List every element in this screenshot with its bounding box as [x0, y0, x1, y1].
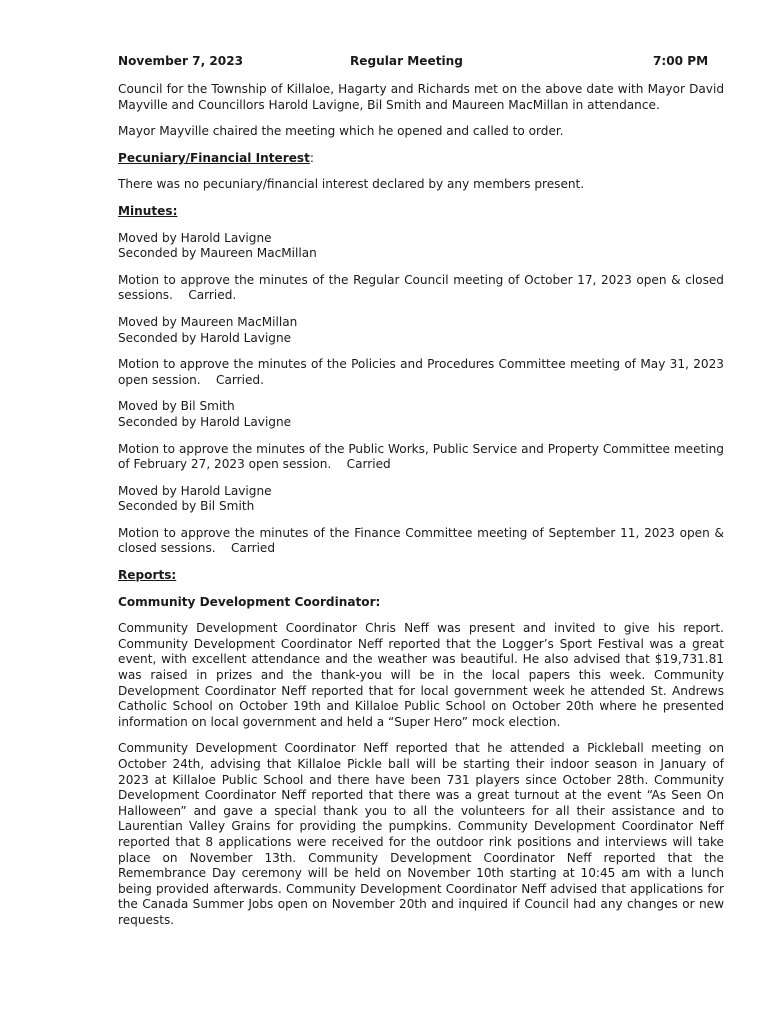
pecuniary-heading: Pecuniary/Financial Interest [118, 150, 310, 165]
seconded-by: Seconded by Harold Lavigne [118, 330, 292, 345]
pecuniary-heading-line [118, 151, 724, 167]
motion-result: Carried. [188, 288, 237, 303]
meeting-title: Regular Meeting [350, 54, 463, 68]
motion-description: Motion to approve the minutes of the Public Works, Public Service and Property Committee meeting of February 27, 2023 open session. [118, 441, 724, 472]
motion-text [118, 357, 724, 388]
motion-result: Carried [230, 541, 276, 556]
meeting-date: November 7, 2023 [118, 54, 244, 68]
motion-result: Carried [346, 457, 391, 472]
motion-description: Motion to approve the minutes of the Policies and Procedures Committee meeting of May 31, 2023 open session. [118, 357, 724, 387]
cdc-heading: Community Development Coordinator: [118, 594, 381, 609]
motion-text [118, 526, 724, 557]
meeting-time: 7:00 PM [653, 54, 709, 68]
chair-paragraph: Mayor Mayville chaired the meeting which he opened and called to order. [118, 124, 564, 139]
pecuniary-colon: : [309, 150, 314, 165]
minutes-page [118, 54, 724, 940]
moved-by: Moved by Bil Smith [118, 399, 235, 414]
motion-movers [118, 399, 724, 430]
seconded-by: Seconded by Maureen MacMillan [118, 246, 317, 261]
pecuniary-text: There was no pecuniary/financial interest declared by any members present. [118, 177, 585, 192]
cdc-report-paragraph: Community Development Coordinator Chris Neff was present and invited to give his report. Community Development Coordinator Neff reported that the Logger’s Sport Festival was a great event, with excellent attendance and the weather was beautiful. He also advised that $19,731.81 was raised in prizes and the thank-you will be in the local papers this week. Community Development Coordinator Neff reported that for local government week he attended St. Andrews Catholic School on October 19th and Killaloe Public School on October 20th where he presented information on local government and held a “Super Hero” mock election. [118, 621, 724, 729]
motion-result: Carried. [216, 372, 264, 387]
motion-movers [118, 231, 724, 262]
motion-movers [118, 484, 724, 515]
moved-by: Moved by Maureen MacMillan [118, 314, 298, 329]
seconded-by: Seconded by Harold Lavigne [118, 414, 292, 429]
cdc-report-paragraph: Community Development Coordinator Neff reported that he attended a Pickleball meeting on October 24th, advising that Killaloe Pickle ball will be starting their indoor season in January of 2023 at Killaloe Public School and there have been 731 players since October 28th. Community Development Coordinator Neff reported that there was a great turnout at the event “As Seen On Halloween” and gave a special thank you to all the volunteers for all their assistance and to Laurentian Valley Grains for providing the pumpkins. Community Development Coordinator Neff reported that 8 applications were received for the outdoor rink positions and interviews will take place on November 13th. Community Development Coordinator Neff reported that the Remembrance Day ceremony will be held on November 10th starting at 10:45 am with a lunch being provided afterwards. Community Development Coordinator Neff advised that applications for the Canada Summer Jobs open on November 20th and inquired if Council had any changes or new requests. [118, 741, 724, 927]
seconded-by: Seconded by Bil Smith [118, 499, 255, 514]
motion-description: Motion to approve the minutes of the Regular Council meeting of October 17, 2023 open & closed sessions. [118, 272, 724, 303]
reports-heading: Reports: [118, 568, 177, 583]
motion-description: Motion to approve the minutes of the Finance Committee meeting of September 11, 2023 open & closed sessions. [118, 525, 724, 556]
meeting-header [118, 54, 724, 70]
moved-by: Moved by Harold Lavigne [118, 483, 272, 498]
motion-text [118, 442, 724, 473]
motion-text [118, 273, 724, 304]
attendance-paragraph: Council for the Township of Killaloe, Hagarty and Richards met on the above date with Mayor David Mayville and Councillors Harold Lavigne, Bil Smith and Maureen MacMillan in attendance. [118, 82, 724, 112]
minutes-heading: Minutes: [118, 203, 178, 218]
motion-movers [118, 315, 724, 346]
moved-by: Moved by Harold Lavigne [118, 230, 272, 245]
